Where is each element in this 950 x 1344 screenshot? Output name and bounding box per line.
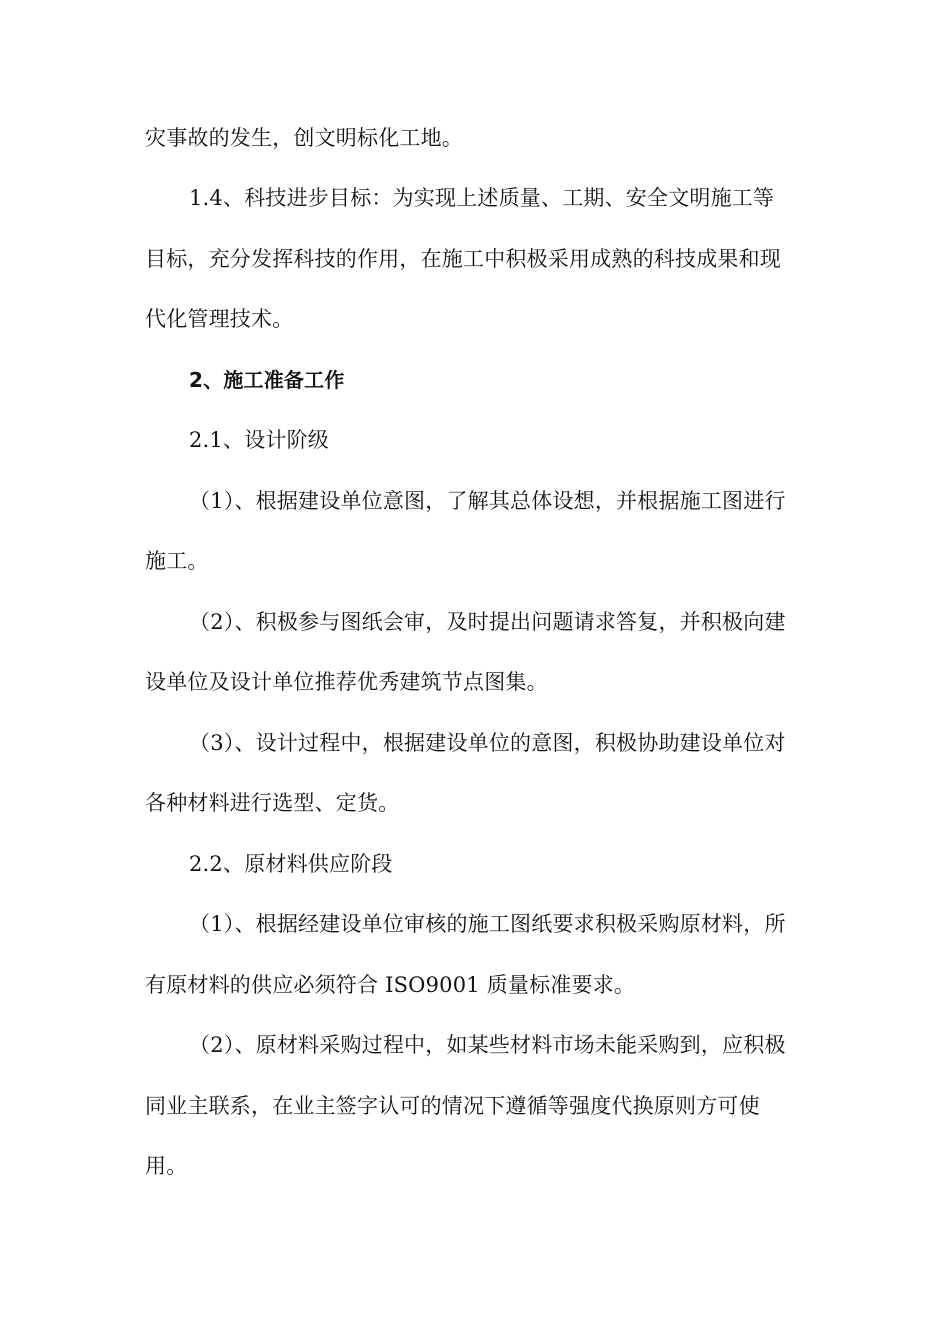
paragraph-line: 灾事故的发生，创文明标化工地。 <box>145 126 463 150</box>
paragraph-line: （2）、积极参与图纸会审，及时提出问题请求答复，并积极向建 <box>189 610 786 634</box>
section-heading: 2、施工准备工作 <box>189 368 345 392</box>
subsection-heading: 2.2、原材料供应阶段 <box>189 852 393 876</box>
paragraph-line: （2）、原材料采购过程中，如某些材料市场未能采购到，应积极 <box>189 1033 786 1057</box>
paragraph-line: 有原材料的供应必须符合 ISO9001 质量标准要求。 <box>145 973 636 997</box>
paragraph-line: （3）、设计过程中，根据建设单位的意图，积极协助建设单位对 <box>189 731 786 755</box>
paragraph-line: 设单位及设计单位推荐优秀建筑节点图集。 <box>145 670 548 694</box>
paragraph-line: 代化管理技术。 <box>145 307 294 331</box>
paragraph-line: （1）、根据建设单位意图，了解其总体设想，并根据施工图进行 <box>189 489 786 513</box>
subsection-heading: 2.1、设计阶级 <box>189 428 329 452</box>
paragraph-line: 1.4、科技进步目标：为实现上述质量、工期、安全文明施工等 <box>189 186 775 210</box>
paragraph-line: 同业主联系，在业主签字认可的情况下遵循等强度代换原则方可使 <box>145 1094 760 1118</box>
paragraph-line: 目标，充分发挥科技的作用，在施工中积极采用成熟的科技成果和现 <box>145 247 781 271</box>
paragraph-line: 用。 <box>145 1154 188 1178</box>
paragraph-line: 施工。 <box>145 549 209 573</box>
paragraph-line: 各种材料进行选型、定货。 <box>145 791 400 815</box>
paragraph-line: （1）、根据经建设单位审核的施工图纸要求积极采购原材料，所 <box>189 912 786 936</box>
